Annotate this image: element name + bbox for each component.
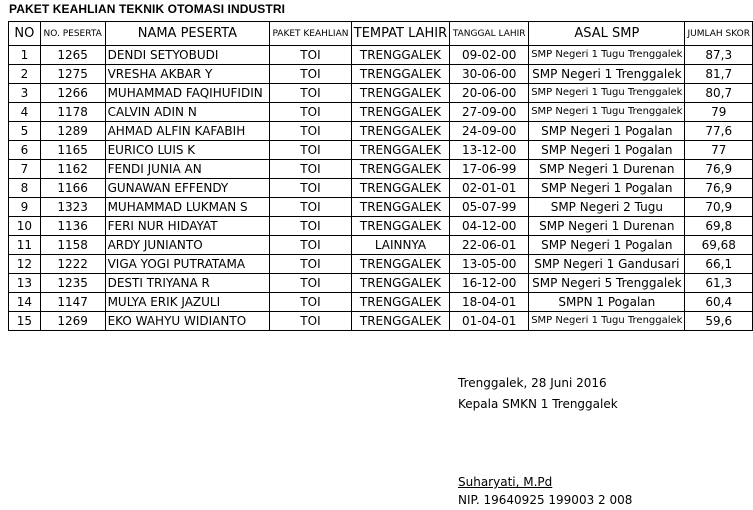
cell-jumlah-skor: 61,3 — [685, 274, 753, 293]
cell-no-peserta: 1275 — [40, 65, 105, 84]
cell-tanggal-lahir: 18-04-01 — [450, 293, 529, 312]
cell-tempat-lahir: TRENGGALEK — [351, 103, 449, 122]
cell-paket-keahlian: TOI — [270, 141, 352, 160]
cell-no: 1 — [9, 46, 41, 65]
cell-jumlah-skor: 59,6 — [685, 312, 753, 331]
cell-paket-keahlian: TOI — [270, 236, 352, 255]
cell-tempat-lahir: TRENGGALEK — [351, 312, 449, 331]
header-jumlah-skor: JUMLAH SKOR — [685, 22, 753, 46]
cell-tanggal-lahir: 16-12-00 — [450, 274, 529, 293]
table-row — [9, 179, 753, 198]
cell-no: 4 — [9, 103, 41, 122]
cell-no: 15 — [9, 312, 41, 331]
header-tanggal-lahir: TANGGAL LAHIR — [450, 22, 529, 46]
cell-nama-peserta: DENDI SETYOBUDI — [105, 46, 270, 65]
cell-no: 12 — [9, 255, 41, 274]
cell-paket-keahlian: TOI — [270, 103, 352, 122]
cell-nama-peserta: MUHAMMAD FAQIHUFIDIN — [105, 84, 270, 103]
signature-nip: NIP. 19640925 199003 2 008 — [458, 493, 633, 507]
cell-tanggal-lahir: 04-12-00 — [450, 217, 529, 236]
cell-paket-keahlian: TOI — [270, 46, 352, 65]
cell-nama-peserta: VIGA YOGI PUTRATAMA — [105, 255, 270, 274]
cell-no: 8 — [9, 179, 41, 198]
cell-no: 14 — [9, 293, 41, 312]
table-row — [9, 122, 753, 141]
cell-jumlah-skor: 69,68 — [685, 236, 753, 255]
cell-tanggal-lahir: 05-07-99 — [450, 198, 529, 217]
cell-jumlah-skor: 80,7 — [685, 84, 753, 103]
cell-asal-smp: SMP Negeri 1 Durenan — [529, 160, 685, 179]
cell-tempat-lahir: TRENGGALEK — [351, 293, 449, 312]
cell-nama-peserta: GUNAWAN EFFENDY — [105, 179, 270, 198]
cell-nama-peserta: MUHAMMAD LUKMAN S — [105, 198, 270, 217]
signature-position: Kepala SMKN 1 Trenggalek — [458, 397, 618, 411]
cell-no-peserta: 1166 — [40, 179, 105, 198]
cell-paket-keahlian: TOI — [270, 293, 352, 312]
cell-tempat-lahir: TRENGGALEK — [351, 46, 449, 65]
cell-asal-smp: SMP Negeri 1 Pogalan — [529, 236, 685, 255]
cell-paket-keahlian: TOI — [270, 179, 352, 198]
cell-jumlah-skor: 69,8 — [685, 217, 753, 236]
cell-no-peserta: 1222 — [40, 255, 105, 274]
cell-tempat-lahir: TRENGGALEK — [351, 198, 449, 217]
cell-nama-peserta: DESTI TRIYANA R — [105, 274, 270, 293]
header-no: NO — [9, 22, 41, 46]
cell-asal-smp: SMP Negeri 5 Trenggalek — [529, 274, 685, 293]
cell-jumlah-skor: 77,6 — [685, 122, 753, 141]
cell-tanggal-lahir: 27-09-00 — [450, 103, 529, 122]
cell-jumlah-skor: 87,3 — [685, 46, 753, 65]
cell-no: 13 — [9, 274, 41, 293]
table-row — [9, 103, 753, 122]
cell-no: 9 — [9, 198, 41, 217]
document-title: PAKET KEAHLIAN TEKNIK OTOMASI INDUSTRI — [9, 2, 286, 16]
cell-tanggal-lahir: 01-04-01 — [450, 312, 529, 331]
cell-tempat-lahir: TRENGGALEK — [351, 84, 449, 103]
cell-jumlah-skor: 77 — [685, 141, 753, 160]
cell-tanggal-lahir: 30-06-00 — [450, 65, 529, 84]
cell-asal-smp: SMP Negeri 1 Tugu Trenggalek — [529, 312, 685, 331]
signature-place-date: Trenggalek, 28 Juni 2016 — [458, 376, 607, 390]
table-header-row — [9, 22, 753, 46]
table-row — [9, 84, 753, 103]
cell-no-peserta: 1289 — [40, 122, 105, 141]
table-row — [9, 141, 753, 160]
cell-paket-keahlian: TOI — [270, 122, 352, 141]
cell-tanggal-lahir: 20-06-00 — [450, 84, 529, 103]
cell-tempat-lahir: TRENGGALEK — [351, 65, 449, 84]
signature-name: Suharyati, M.Pd — [458, 475, 553, 489]
cell-paket-keahlian: TOI — [270, 198, 352, 217]
cell-tempat-lahir: TRENGGALEK — [351, 217, 449, 236]
cell-no: 2 — [9, 65, 41, 84]
score-table — [8, 21, 753, 331]
cell-nama-peserta: EURICO LUIS K — [105, 141, 270, 160]
header-nama-peserta: NAMA PESERTA — [105, 22, 270, 46]
cell-no: 5 — [9, 122, 41, 141]
cell-tanggal-lahir: 22-06-01 — [450, 236, 529, 255]
cell-no: 7 — [9, 160, 41, 179]
cell-nama-peserta: CALVIN ADIN N — [105, 103, 270, 122]
cell-paket-keahlian: TOI — [270, 65, 352, 84]
table-row — [9, 293, 753, 312]
cell-no-peserta: 1266 — [40, 84, 105, 103]
cell-paket-keahlian: TOI — [270, 255, 352, 274]
cell-tempat-lahir: TRENGGALEK — [351, 274, 449, 293]
cell-nama-peserta: VRESHA AKBAR Y — [105, 65, 270, 84]
cell-no-peserta: 1235 — [40, 274, 105, 293]
cell-nama-peserta: ARDY JUNIANTO — [105, 236, 270, 255]
cell-tempat-lahir: LAINNYA — [351, 236, 449, 255]
cell-jumlah-skor: 76,9 — [685, 160, 753, 179]
cell-paket-keahlian: TOI — [270, 217, 352, 236]
table-row — [9, 274, 753, 293]
cell-asal-smp: SMP Negeri 1 Pogalan — [529, 141, 685, 160]
cell-tanggal-lahir: 13-05-00 — [450, 255, 529, 274]
cell-tempat-lahir: TRENGGALEK — [351, 141, 449, 160]
cell-no-peserta: 1265 — [40, 46, 105, 65]
cell-asal-smp: SMP Negeri 1 Tugu Trenggalek — [529, 46, 685, 65]
cell-asal-smp: SMP Negeri 1 Pogalan — [529, 179, 685, 198]
header-asal-smp: ASAL SMP — [529, 22, 685, 46]
cell-nama-peserta: AHMAD ALFIN KAFABIH — [105, 122, 270, 141]
cell-asal-smp: SMP Negeri 1 Tugu Trenggalek — [529, 84, 685, 103]
cell-no-peserta: 1178 — [40, 103, 105, 122]
cell-jumlah-skor: 66,1 — [685, 255, 753, 274]
cell-asal-smp: SMP Negeri 1 Durenan — [529, 217, 685, 236]
cell-no-peserta: 1147 — [40, 293, 105, 312]
cell-tanggal-lahir: 13-12-00 — [450, 141, 529, 160]
cell-asal-smp: SMP Negeri 1 Pogalan — [529, 122, 685, 141]
cell-nama-peserta: MULYA ERIK JAZULI — [105, 293, 270, 312]
cell-no: 10 — [9, 217, 41, 236]
cell-tanggal-lahir: 02-01-01 — [450, 179, 529, 198]
cell-paket-keahlian: TOI — [270, 84, 352, 103]
cell-paket-keahlian: TOI — [270, 160, 352, 179]
cell-no-peserta: 1323 — [40, 198, 105, 217]
cell-no-peserta: 1136 — [40, 217, 105, 236]
cell-nama-peserta: FERI NUR HIDAYAT — [105, 217, 270, 236]
header-paket-keahlian: PAKET KEAHLIAN — [270, 22, 352, 46]
cell-tempat-lahir: TRENGGALEK — [351, 122, 449, 141]
cell-no: 6 — [9, 141, 41, 160]
cell-nama-peserta: EKO WAHYU WIDIANTO — [105, 312, 270, 331]
cell-no: 11 — [9, 236, 41, 255]
table-row — [9, 312, 753, 331]
cell-asal-smp: SMP Negeri 1 Gandusari — [529, 255, 685, 274]
cell-jumlah-skor: 79 — [685, 103, 753, 122]
cell-jumlah-skor: 60,4 — [685, 293, 753, 312]
cell-jumlah-skor: 70,9 — [685, 198, 753, 217]
table-row — [9, 198, 753, 217]
table-row — [9, 236, 753, 255]
table-row — [9, 217, 753, 236]
cell-jumlah-skor: 81,7 — [685, 65, 753, 84]
table-row — [9, 255, 753, 274]
cell-no-peserta: 1269 — [40, 312, 105, 331]
cell-tempat-lahir: TRENGGALEK — [351, 179, 449, 198]
header-no-peserta: NO. PESERTA — [40, 22, 105, 46]
table-row — [9, 160, 753, 179]
cell-asal-smp: SMP Negeri 2 Tugu — [529, 198, 685, 217]
cell-jumlah-skor: 76,9 — [685, 179, 753, 198]
cell-no: 3 — [9, 84, 41, 103]
cell-tanggal-lahir: 24-09-00 — [450, 122, 529, 141]
cell-no-peserta: 1158 — [40, 236, 105, 255]
cell-no-peserta: 1162 — [40, 160, 105, 179]
cell-tempat-lahir: TRENGGALEK — [351, 255, 449, 274]
cell-no-peserta: 1165 — [40, 141, 105, 160]
cell-paket-keahlian: TOI — [270, 274, 352, 293]
cell-asal-smp: SMP Negeri 1 Trenggalek — [529, 65, 685, 84]
cell-tanggal-lahir: 17-06-99 — [450, 160, 529, 179]
cell-tanggal-lahir: 09-02-00 — [450, 46, 529, 65]
cell-paket-keahlian: TOI — [270, 312, 352, 331]
cell-asal-smp: SMP Negeri 1 Tugu Trenggalek — [529, 103, 685, 122]
cell-asal-smp: SMPN 1 Pogalan — [529, 293, 685, 312]
table-row — [9, 65, 753, 84]
cell-tempat-lahir: TRENGGALEK — [351, 160, 449, 179]
table-row — [9, 46, 753, 65]
header-tempat-lahir: TEMPAT LAHIR — [351, 22, 449, 46]
cell-nama-peserta: FENDI JUNIA AN — [105, 160, 270, 179]
